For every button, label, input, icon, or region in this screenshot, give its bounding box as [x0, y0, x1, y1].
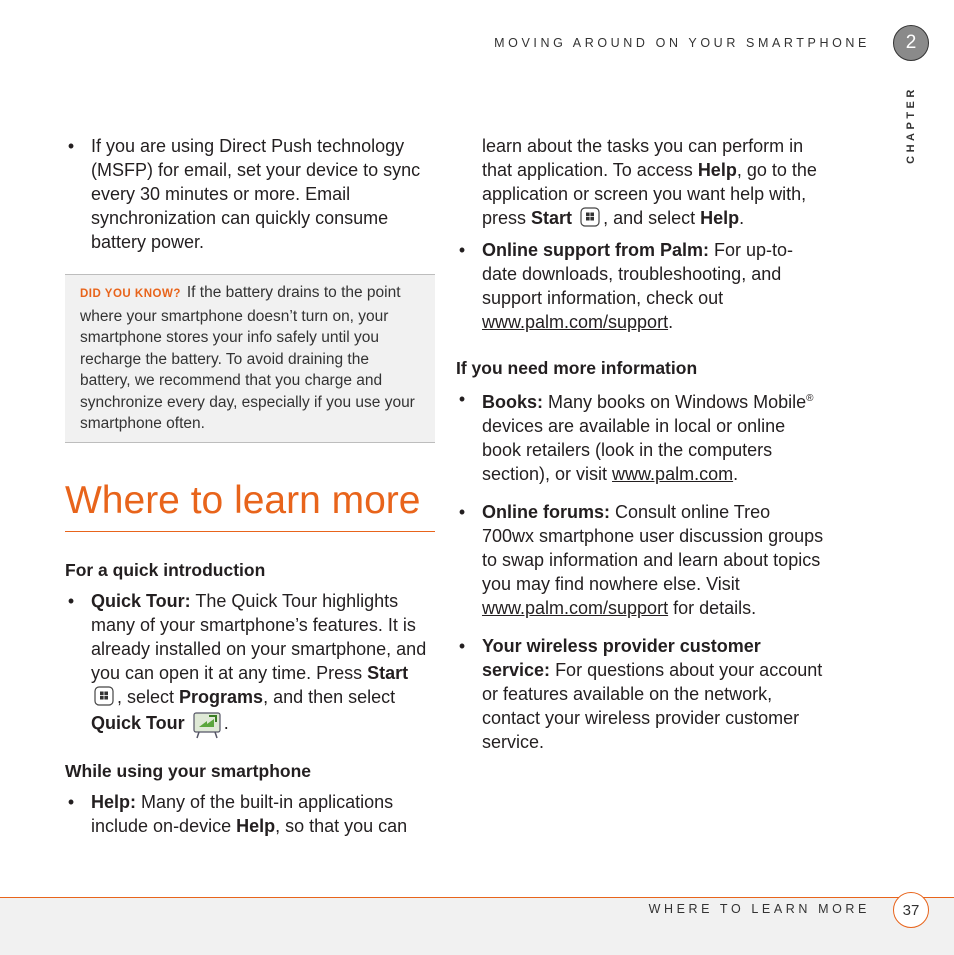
running-head: MOVING AROUND ON YOUR SMARTPHONE: [494, 36, 870, 50]
bullet-help: [65, 790, 435, 838]
provider-text: For questions about your account or features available on the network, contact your wireless provider customer service.: [482, 660, 823, 752]
left-column: [65, 134, 435, 846]
help-cont-text-2: , go to the application or screen you want help with, press: [482, 160, 817, 228]
bullet-dot: •: [458, 240, 466, 260]
chapter-label: [904, 80, 918, 170]
palm-support-link[interactable]: www.palm.com/support: [482, 312, 669, 332]
bullet-quick-tour: [65, 589, 435, 739]
bullet-dot: •: [458, 389, 466, 409]
bullet-dot: •: [67, 136, 75, 156]
forums-text-2: for details.: [668, 598, 757, 618]
help-cont-text-1: learn about the tasks you can perform in that application. To access: [482, 136, 804, 180]
help-keyword: Help: [236, 815, 276, 836]
windows-start-icon: [94, 686, 114, 706]
quick-tour-icon: [192, 709, 222, 739]
help-cont-text-3: , and select: [603, 208, 701, 228]
online-support-label: Online support from Palm:: [482, 240, 710, 260]
did-you-know-box: [65, 274, 435, 443]
bullet-provider: [456, 634, 826, 754]
books-text-1: Many books on Windows Mobile: [543, 392, 807, 412]
help-cont-text-4: .: [739, 208, 745, 228]
start-keyword: Start: [531, 208, 573, 228]
programs-keyword: Programs: [179, 686, 264, 707]
chapter-number-badge: 2: [893, 25, 929, 61]
help-label: Help:: [91, 791, 136, 812]
chapter-label-text: CHAPTER: [905, 86, 917, 164]
help-keyword: Help: [700, 208, 740, 228]
bullet-books: [456, 387, 826, 486]
palm-support-link[interactable]: www.palm.com/support: [482, 598, 669, 618]
help-keyword: Help: [697, 160, 737, 180]
registered-mark: ®: [806, 393, 814, 404]
bullet-online-forums: [456, 500, 826, 620]
bullet-direct-push: [65, 134, 435, 254]
forums-label: Online forums:: [482, 502, 611, 522]
subheading-more-info: If you need more information: [456, 358, 698, 378]
bullet-text: If you are using Direct Push technology (MSFP) for email, set your device to sync every 30 minutes or more. Email synchronization can quickly consume battery power.: [91, 136, 421, 252]
bullet-dot: •: [67, 791, 75, 812]
quick-tour-text-2: , select: [117, 686, 180, 707]
forums-text-1: Consult online Treo 700wx smartphone user discussion groups to swap information and learn about topics you may find nowhere else. Visit: [482, 502, 824, 594]
bullet-dot: •: [458, 502, 466, 522]
help-continuation: [456, 134, 826, 230]
quick-tour-label: Quick Tour:: [91, 590, 191, 611]
windows-start-icon: [580, 207, 600, 227]
books-text-3: .: [733, 464, 739, 484]
books-label: Books:: [482, 392, 544, 412]
quick-tour-text-4: .: [223, 712, 229, 733]
subheading-quick-intro: For a quick introduction: [65, 559, 266, 580]
start-keyword: Start: [367, 662, 409, 683]
tip-text: If the battery drains to the point where your smartphone doesn’t turn on, your smartphone stores your info safely until you recharge the battery. To avoid draining the battery, we recommend that you charge and synchronize every day, especially if you use your smartphone often.: [80, 284, 415, 432]
running-foot: WHERE TO LEARN MORE: [648, 902, 870, 916]
help-text-1: Many of the built-in applications include on-device: [91, 791, 394, 836]
bullet-dot: •: [458, 636, 466, 656]
quick-tour-keyword: Quick Tour: [91, 712, 185, 733]
quick-tour-text-1: The Quick Tour highlights many of your smartphone’s features. It is already installed on your smartphone, and you can open it at any time. Press: [91, 590, 427, 683]
right-column: [456, 134, 826, 762]
help-text-2: , so that you can: [275, 815, 408, 836]
tip-label: DID YOU KNOW?: [80, 288, 181, 300]
page-number: 37: [893, 892, 929, 928]
quick-tour-text-3: , and then select: [263, 686, 396, 707]
subheading-while-using: While using your smartphone: [65, 760, 311, 781]
books-text-2: devices are available in local or online book retailers (look in the computers section), or visit: [482, 416, 786, 484]
bullet-dot: •: [67, 590, 75, 611]
bullet-online-support: [456, 238, 826, 334]
palm-link[interactable]: www.palm.com: [612, 464, 734, 484]
provider-label: Your wireless provider customer service:: [482, 636, 761, 680]
online-support-text-1: For up-to-date downloads, troubleshooting, and support information, check out: [482, 240, 794, 308]
online-support-text-2: .: [668, 312, 674, 332]
section-title: Where to learn more: [65, 479, 435, 532]
